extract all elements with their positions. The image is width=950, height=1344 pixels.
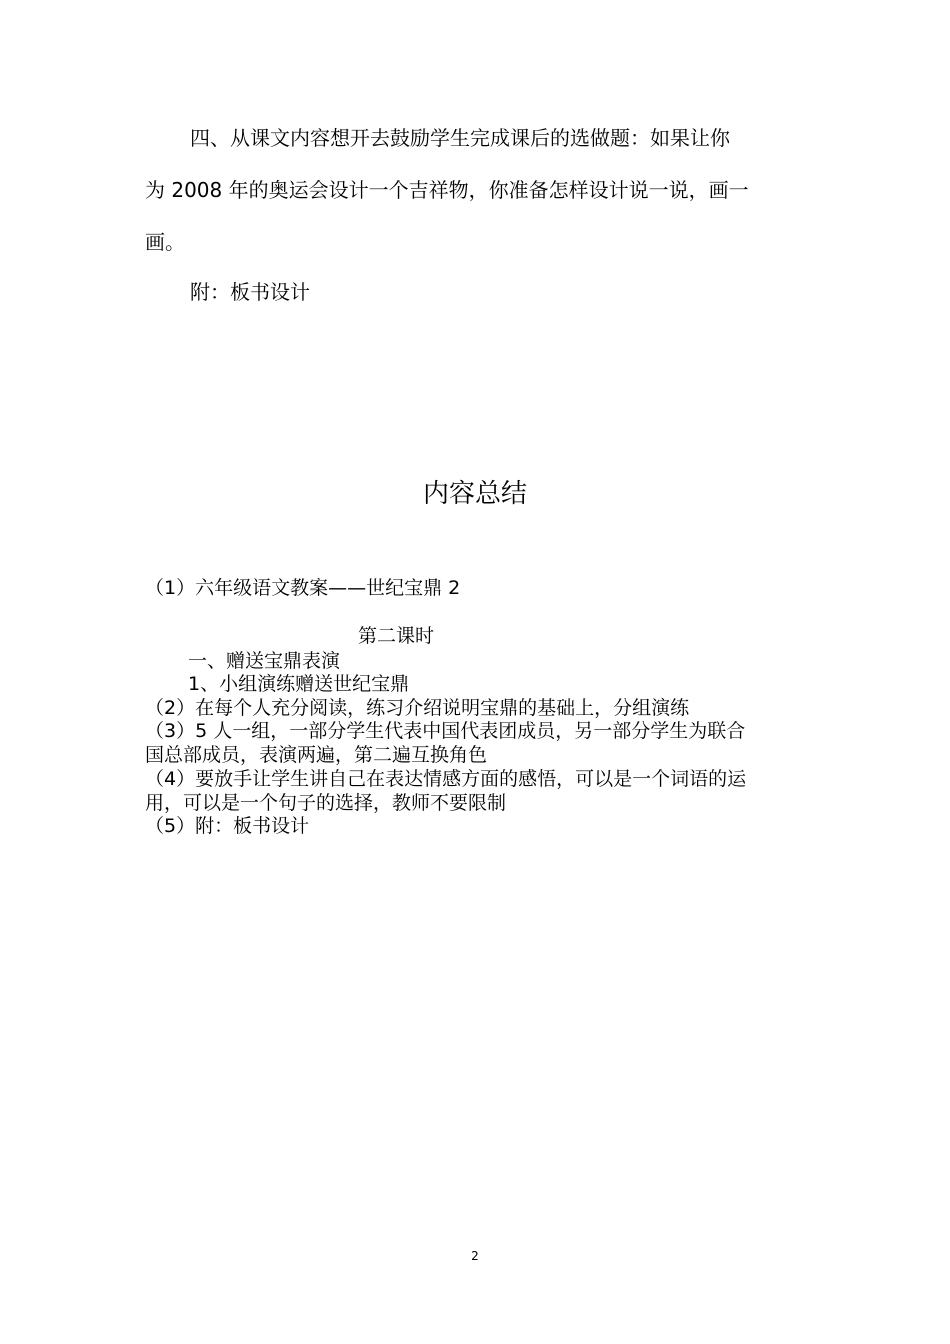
summary-line: （1）六年级语文教案——世纪宝鼎 2 (145, 577, 461, 599)
summary-line: 第二课时 (358, 625, 435, 647)
body-paragraph-line: 附：板书设计 (190, 280, 310, 304)
summary-line: （3）5 人一组，一部分学生代表中国代表团成员，另一部分学生为联合 (145, 720, 746, 742)
page-number: 2 (471, 1249, 479, 1263)
summary-line: 用，可以是一个句子的选择，教师不要限制 (145, 792, 507, 814)
body-paragraph-line: 画。 (145, 230, 185, 254)
summary-line: 一、赠送宝鼎表演 (188, 650, 341, 672)
summary-line: （5）附：板书设计 (145, 815, 310, 837)
summary-line: （4）要放手让学生讲自己在表达情感方面的感悟，可以是一个词语的运 (145, 768, 747, 790)
summary-line: 国总部成员，表演两遍，第二遍互换角色 (145, 744, 488, 766)
summary-line: （2）在每个人充分阅读，练习介绍说明宝鼎的基础上，分组演练 (145, 697, 690, 719)
body-paragraph-line: 四、从课文内容想开去鼓励学生完成课后的选做题：如果让你 (190, 126, 730, 150)
summary-line: 1、小组演练赠送世纪宝鼎 (188, 673, 410, 695)
summary-title: 内容总结 (422, 479, 527, 509)
body-paragraph-line: 为 2008 年的奥运会设计一个吉祥物，你准备怎样设计说一说，画一 (145, 178, 749, 202)
